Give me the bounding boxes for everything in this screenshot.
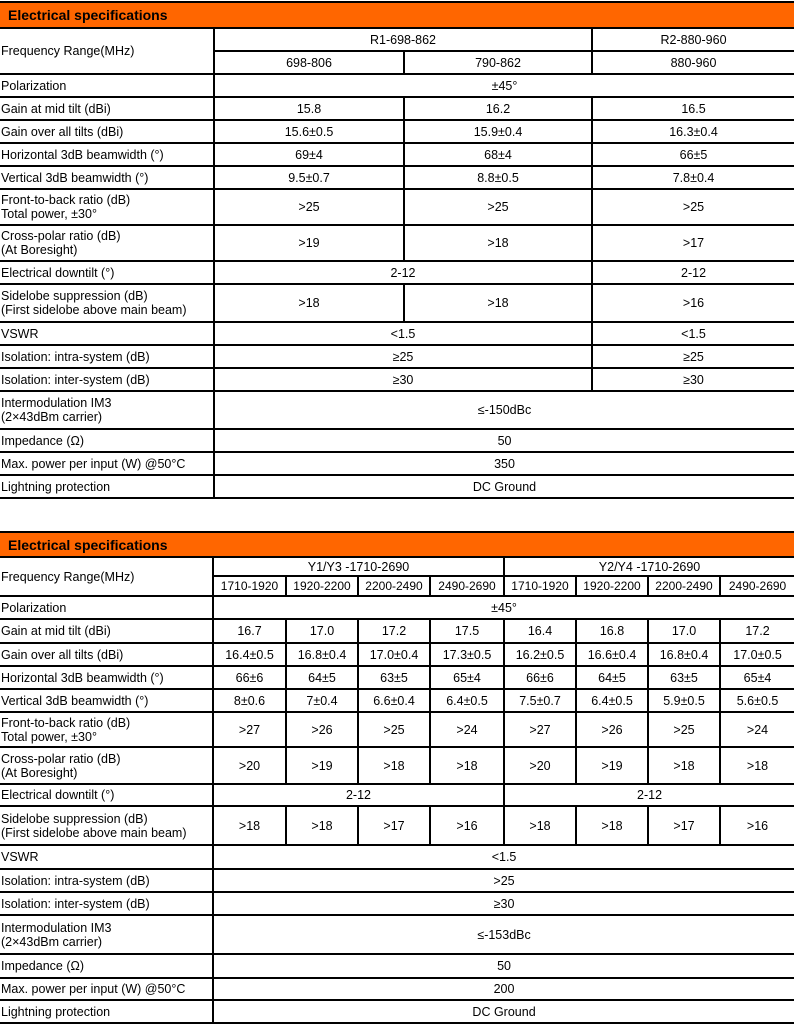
row-label-line: (First sidelobe above main beam) xyxy=(1,303,187,317)
cell: >25 xyxy=(213,869,794,892)
cell: 8.8±0.5 xyxy=(404,166,592,189)
row-label-line: Cross-polar ratio (dB) xyxy=(1,751,121,766)
row-label-line: (2×43dBm carrier) xyxy=(1,934,103,949)
cell: 16.8±0.4 xyxy=(648,643,720,666)
row-label xyxy=(0,225,214,261)
cell: 16.3±0.4 xyxy=(592,120,794,143)
cell: 16.8±0.4 xyxy=(286,643,358,666)
cell: 17.0 xyxy=(648,619,720,643)
band-header: 2200-2490 xyxy=(648,576,720,596)
row-label: Impedance (Ω) xyxy=(0,954,213,978)
band-header: 2490-2690 xyxy=(720,576,794,596)
cell: ≥30 xyxy=(592,368,794,391)
row-label: Gain at mid tilt (dBi) xyxy=(0,97,214,120)
cell: <1.5 xyxy=(213,845,794,869)
cell: 66±6 xyxy=(504,666,576,689)
electrical-spec-table-2 xyxy=(0,531,794,1024)
row-label: Isolation: intra-system (dB) xyxy=(0,869,213,892)
row-label: Polarization xyxy=(0,74,214,97)
row-label: Max. power per input (W) @50°C xyxy=(0,978,213,1000)
table-row xyxy=(0,345,794,368)
table-row xyxy=(0,28,794,51)
cell: 7.5±0.7 xyxy=(504,689,576,712)
cell: >17 xyxy=(592,225,794,261)
cell: 63±5 xyxy=(648,666,720,689)
table-row xyxy=(0,784,794,806)
cell: <1.5 xyxy=(214,322,592,345)
row-label: Impedance (Ω) xyxy=(0,429,214,452)
row-label: VSWR xyxy=(0,845,213,869)
row-label-line: Front-to-back ratio (dB) xyxy=(1,193,131,207)
cell: ≤-153dBc xyxy=(213,915,794,954)
cell: >16 xyxy=(430,806,504,845)
cell: ≥30 xyxy=(214,368,592,391)
cell: >27 xyxy=(504,712,576,747)
row-label: Isolation: inter-system (dB) xyxy=(0,368,214,391)
band-header: 880-960 xyxy=(592,51,794,74)
table-row xyxy=(0,166,794,189)
cell: 63±5 xyxy=(358,666,430,689)
table-row xyxy=(0,1000,794,1023)
cell: >18 xyxy=(213,806,286,845)
cell: ≥25 xyxy=(214,345,592,368)
row-label-line: Intermodulation IM3 xyxy=(1,920,112,935)
cell: >24 xyxy=(430,712,504,747)
row-label-line: Intermodulation IM3 xyxy=(1,396,112,410)
row-label: Isolation: intra-system (dB) xyxy=(0,345,214,368)
row-label: Horizontal 3dB beamwidth (°) xyxy=(0,143,214,166)
cell: >18 xyxy=(504,806,576,845)
cell: 15.6±0.5 xyxy=(214,120,404,143)
cell: >19 xyxy=(286,747,358,784)
cell: 65±4 xyxy=(720,666,794,689)
cell: 17.0±0.4 xyxy=(358,643,430,666)
row-label-line: Sidelobe suppression (dB) xyxy=(1,289,148,303)
table-row xyxy=(0,475,794,498)
row-label: Electrical downtilt (°) xyxy=(0,261,214,284)
cell: 9.5±0.7 xyxy=(214,166,404,189)
cell: 16.5 xyxy=(592,97,794,120)
table-row xyxy=(0,322,794,345)
row-label: Electrical downtilt (°) xyxy=(0,784,213,806)
row-label-line: Cross-polar ratio (dB) xyxy=(1,229,121,243)
cell: >25 xyxy=(592,189,794,225)
cell: 15.9±0.4 xyxy=(404,120,592,143)
row-label xyxy=(0,391,214,429)
table-row xyxy=(0,452,794,475)
table-row xyxy=(0,643,794,666)
row-label xyxy=(0,747,213,784)
cell: >18 xyxy=(576,806,648,845)
row-label xyxy=(0,806,213,845)
cell: >17 xyxy=(358,806,430,845)
cell: >25 xyxy=(214,189,404,225)
table-row xyxy=(0,143,794,166)
cell: 66±5 xyxy=(592,143,794,166)
row-label: Isolation: inter-system (dB) xyxy=(0,892,213,915)
cell: >18 xyxy=(430,747,504,784)
table-row xyxy=(0,689,794,712)
table-header xyxy=(0,532,794,557)
row-label-line: Total power, ±30° xyxy=(1,207,97,221)
cell: 16.7 xyxy=(213,619,286,643)
row-label xyxy=(0,189,214,225)
table-header xyxy=(0,2,794,28)
cell: 350 xyxy=(214,452,794,475)
group-header: Y2/Y4 -1710-2690 xyxy=(504,557,794,576)
cell: 68±4 xyxy=(404,143,592,166)
band-header: 1710-1920 xyxy=(213,576,286,596)
row-label: Gain at mid tilt (dBi) xyxy=(0,619,213,643)
table-row xyxy=(0,189,794,225)
cell: >26 xyxy=(286,712,358,747)
row-label-line: Total power, ±30° xyxy=(1,729,97,744)
row-label: Horizontal 3dB beamwidth (°) xyxy=(0,666,213,689)
table-row xyxy=(0,747,794,784)
cell: 8±0.6 xyxy=(213,689,286,712)
electrical-spec-table-1 xyxy=(0,1,794,499)
row-label: Lightning protection xyxy=(0,1000,213,1023)
band-header: 1920-2200 xyxy=(286,576,358,596)
cell: 2-12 xyxy=(504,784,794,806)
cell: >16 xyxy=(720,806,794,845)
row-label: Vertical 3dB beamwidth (°) xyxy=(0,689,213,712)
table-row xyxy=(0,120,794,143)
table-row xyxy=(0,261,794,284)
cell: >20 xyxy=(213,747,286,784)
row-label: Vertical 3dB beamwidth (°) xyxy=(0,166,214,189)
table-row xyxy=(0,978,794,1000)
cell: 17.2 xyxy=(358,619,430,643)
row-label xyxy=(0,712,213,747)
cell: 200 xyxy=(213,978,794,1000)
cell: >25 xyxy=(358,712,430,747)
cell: 6.4±0.5 xyxy=(430,689,504,712)
row-label: Lightning protection xyxy=(0,475,214,498)
table-row xyxy=(0,712,794,747)
cell: >26 xyxy=(576,712,648,747)
group-header: R1-698-862 xyxy=(214,28,592,51)
row-label xyxy=(0,284,214,322)
table-row xyxy=(0,619,794,643)
cell: 16.8 xyxy=(576,619,648,643)
group-header: Y1/Y3 -1710-2690 xyxy=(213,557,504,576)
cell: 16.4±0.5 xyxy=(213,643,286,666)
table-title: Electrical specifications xyxy=(0,2,794,28)
table-row xyxy=(0,915,794,954)
table-row xyxy=(0,596,794,619)
cell: >27 xyxy=(213,712,286,747)
cell: >18 xyxy=(404,284,592,322)
band-header: 2200-2490 xyxy=(358,576,430,596)
cell: DC Ground xyxy=(214,475,794,498)
table-row xyxy=(0,429,794,452)
cell: 64±5 xyxy=(286,666,358,689)
cell: >25 xyxy=(404,189,592,225)
row-label-line: (At Boresight) xyxy=(1,765,78,780)
table-row xyxy=(0,225,794,261)
table-title: Electrical specifications xyxy=(0,532,794,557)
cell: <1.5 xyxy=(592,322,794,345)
cell: >18 xyxy=(358,747,430,784)
row-label-line: (First sidelobe above main beam) xyxy=(1,825,187,840)
cell: 17.0±0.5 xyxy=(720,643,794,666)
cell: 2-12 xyxy=(213,784,504,806)
cell: 50 xyxy=(214,429,794,452)
cell: >18 xyxy=(648,747,720,784)
cell: ±45° xyxy=(213,596,794,619)
cell: >17 xyxy=(648,806,720,845)
cell: >19 xyxy=(214,225,404,261)
cell: >18 xyxy=(404,225,592,261)
cell: >19 xyxy=(576,747,648,784)
cell: >18 xyxy=(214,284,404,322)
cell: ≥30 xyxy=(213,892,794,915)
cell: >16 xyxy=(592,284,794,322)
row-label: Polarization xyxy=(0,596,213,619)
table-row xyxy=(0,557,794,576)
cell: >24 xyxy=(720,712,794,747)
table-row xyxy=(0,666,794,689)
cell: 7±0.4 xyxy=(286,689,358,712)
cell: 69±4 xyxy=(214,143,404,166)
cell: 7.8±0.4 xyxy=(592,166,794,189)
cell: >18 xyxy=(720,747,794,784)
row-label: Frequency Range(MHz) xyxy=(0,557,213,596)
row-label-line: Front-to-back ratio (dB) xyxy=(1,715,131,730)
cell: 16.2 xyxy=(404,97,592,120)
cell: >25 xyxy=(648,712,720,747)
cell: 16.6±0.4 xyxy=(576,643,648,666)
table-row xyxy=(0,892,794,915)
band-header: 1710-1920 xyxy=(504,576,576,596)
table-row xyxy=(0,954,794,978)
cell: 16.4 xyxy=(504,619,576,643)
table-row xyxy=(0,869,794,892)
cell: 17.2 xyxy=(720,619,794,643)
table-row xyxy=(0,368,794,391)
row-label: Gain over all tilts (dBi) xyxy=(0,120,214,143)
band-header: 1920-2200 xyxy=(576,576,648,596)
cell: 6.6±0.4 xyxy=(358,689,430,712)
cell: DC Ground xyxy=(213,1000,794,1023)
band-header: 790-862 xyxy=(404,51,592,74)
table-row xyxy=(0,97,794,120)
cell: 16.2±0.5 xyxy=(504,643,576,666)
row-label: Max. power per input (W) @50°C xyxy=(0,452,214,475)
row-label: VSWR xyxy=(0,322,214,345)
table-row xyxy=(0,845,794,869)
cell: >20 xyxy=(504,747,576,784)
table-row xyxy=(0,391,794,429)
cell: 15.8 xyxy=(214,97,404,120)
group-header: R2-880-960 xyxy=(592,28,794,51)
cell: 6.4±0.5 xyxy=(576,689,648,712)
cell: 5.6±0.5 xyxy=(720,689,794,712)
row-label: Gain over all tilts (dBi) xyxy=(0,643,213,666)
row-label: Frequency Range(MHz) xyxy=(0,28,214,74)
row-label-line: (2×43dBm carrier) xyxy=(1,410,103,424)
band-header: 698-806 xyxy=(214,51,404,74)
cell: ±45° xyxy=(214,74,794,97)
cell: 64±5 xyxy=(576,666,648,689)
cell: 17.5 xyxy=(430,619,504,643)
cell: 17.0 xyxy=(286,619,358,643)
row-label xyxy=(0,915,213,954)
table-row xyxy=(0,806,794,845)
cell: 66±6 xyxy=(213,666,286,689)
cell: 17.3±0.5 xyxy=(430,643,504,666)
row-label-line: Sidelobe suppression (dB) xyxy=(1,811,148,826)
table-row xyxy=(0,284,794,322)
cell: 2-12 xyxy=(214,261,592,284)
cell: >18 xyxy=(286,806,358,845)
cell: 5.9±0.5 xyxy=(648,689,720,712)
cell: 50 xyxy=(213,954,794,978)
cell: 2-12 xyxy=(592,261,794,284)
cell: 65±4 xyxy=(430,666,504,689)
cell: ≤-150dBc xyxy=(214,391,794,429)
band-header: 2490-2690 xyxy=(430,576,504,596)
row-label-line: (At Boresight) xyxy=(1,243,78,257)
cell: ≥25 xyxy=(592,345,794,368)
table-row xyxy=(0,74,794,97)
